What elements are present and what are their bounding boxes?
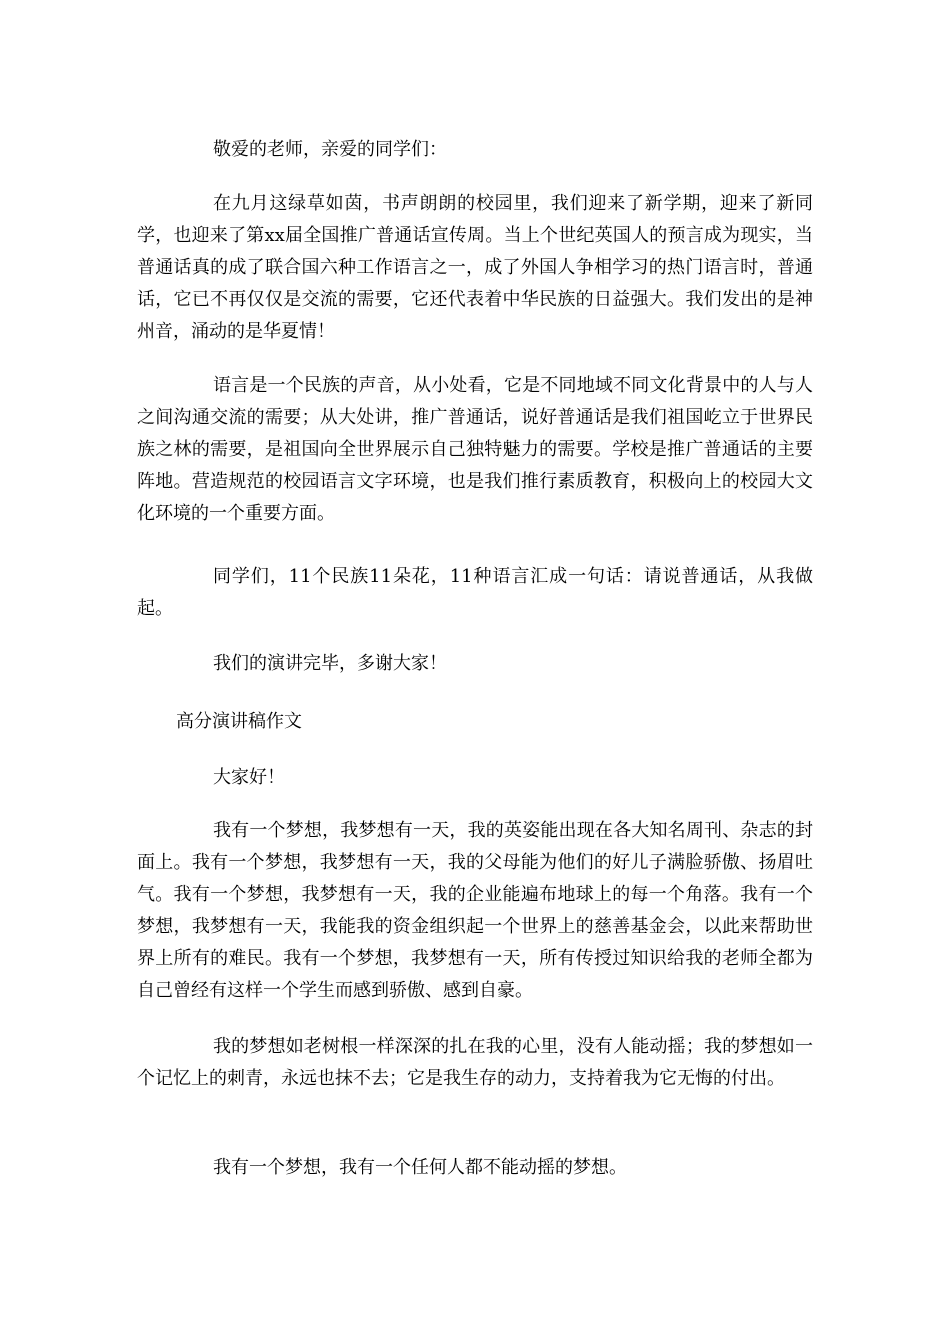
greeting-line: 敬爱的老师，亲爱的同学们：	[213, 139, 447, 160]
greeting-line-2: 大家好！	[213, 767, 285, 788]
paragraph-4: 我们的演讲完毕，多谢大家！	[213, 653, 447, 674]
paragraph-3: 同学们，11个民族11朵花，11种语言汇成一句话：请说普通话，从我做起。	[137, 566, 813, 619]
paragraph-7: 我有一个梦想，我有一个任何人都不能动摇的梦想。	[213, 1157, 627, 1178]
paragraph-5: 我有一个梦想，我梦想有一天，我的英姿能出现在各大知名周刊、杂志的封面上。我有一个梦想，我梦想有一天，我的父母能为他们的好儿子满脸骄傲、扬眉吐气。我有一个梦想，我梦想有一天，我的企业能遍布地球上的每一个角落。我有一个梦想，我梦想有一天，我能我的资金组织起一个世界上的慈善基金会，以此来帮助世界上所有的难民。我有一个梦想，我梦想有一天，所有传授过知识给我的老师全都为自己曾经有这样一个学生而感到骄傲、感到自豪。	[137, 820, 813, 1001]
paragraph-2: 语言是一个民族的声音，从小处看，它是不同地域不同文化背景中的人与人之间沟通交流的需要；从大处讲，推广普通话，说好普通话是我们祖国屹立于世界民族之林的需要，是祖国向全世界展示自己独特魅力的需要。学校是推广普通话的主要阵地。营造规范的校园语言文字环境，也是我们推行素质教育，积极向上的校园大文化环境的一个重要方面。	[137, 375, 813, 524]
section-subheading: 高分演讲稿作文	[176, 711, 302, 732]
paragraph-1: 在九月这绿草如茵，书声朗朗的校园里，我们迎来了新学期，迎来了新同学，也迎来了第xx届全国推广普通话宣传周。当上个世纪英国人的预言成为现实，当普通话真的成了联合国六种工作语言之一，成了外国人争相学习的热门语言时，普通话，它已不再仅仅是交流的需要，它还代表着中华民族的日益强大。我们发出的是神州音，涌动的是华夏情！	[137, 193, 813, 342]
paragraph-6: 我的梦想如老树根一样深深的扎在我的心里，没有人能动摇；我的梦想如一个记忆上的刺青，永远也抹不去；它是我生存的动力，支持着我为它无悔的付出。	[137, 1036, 813, 1089]
